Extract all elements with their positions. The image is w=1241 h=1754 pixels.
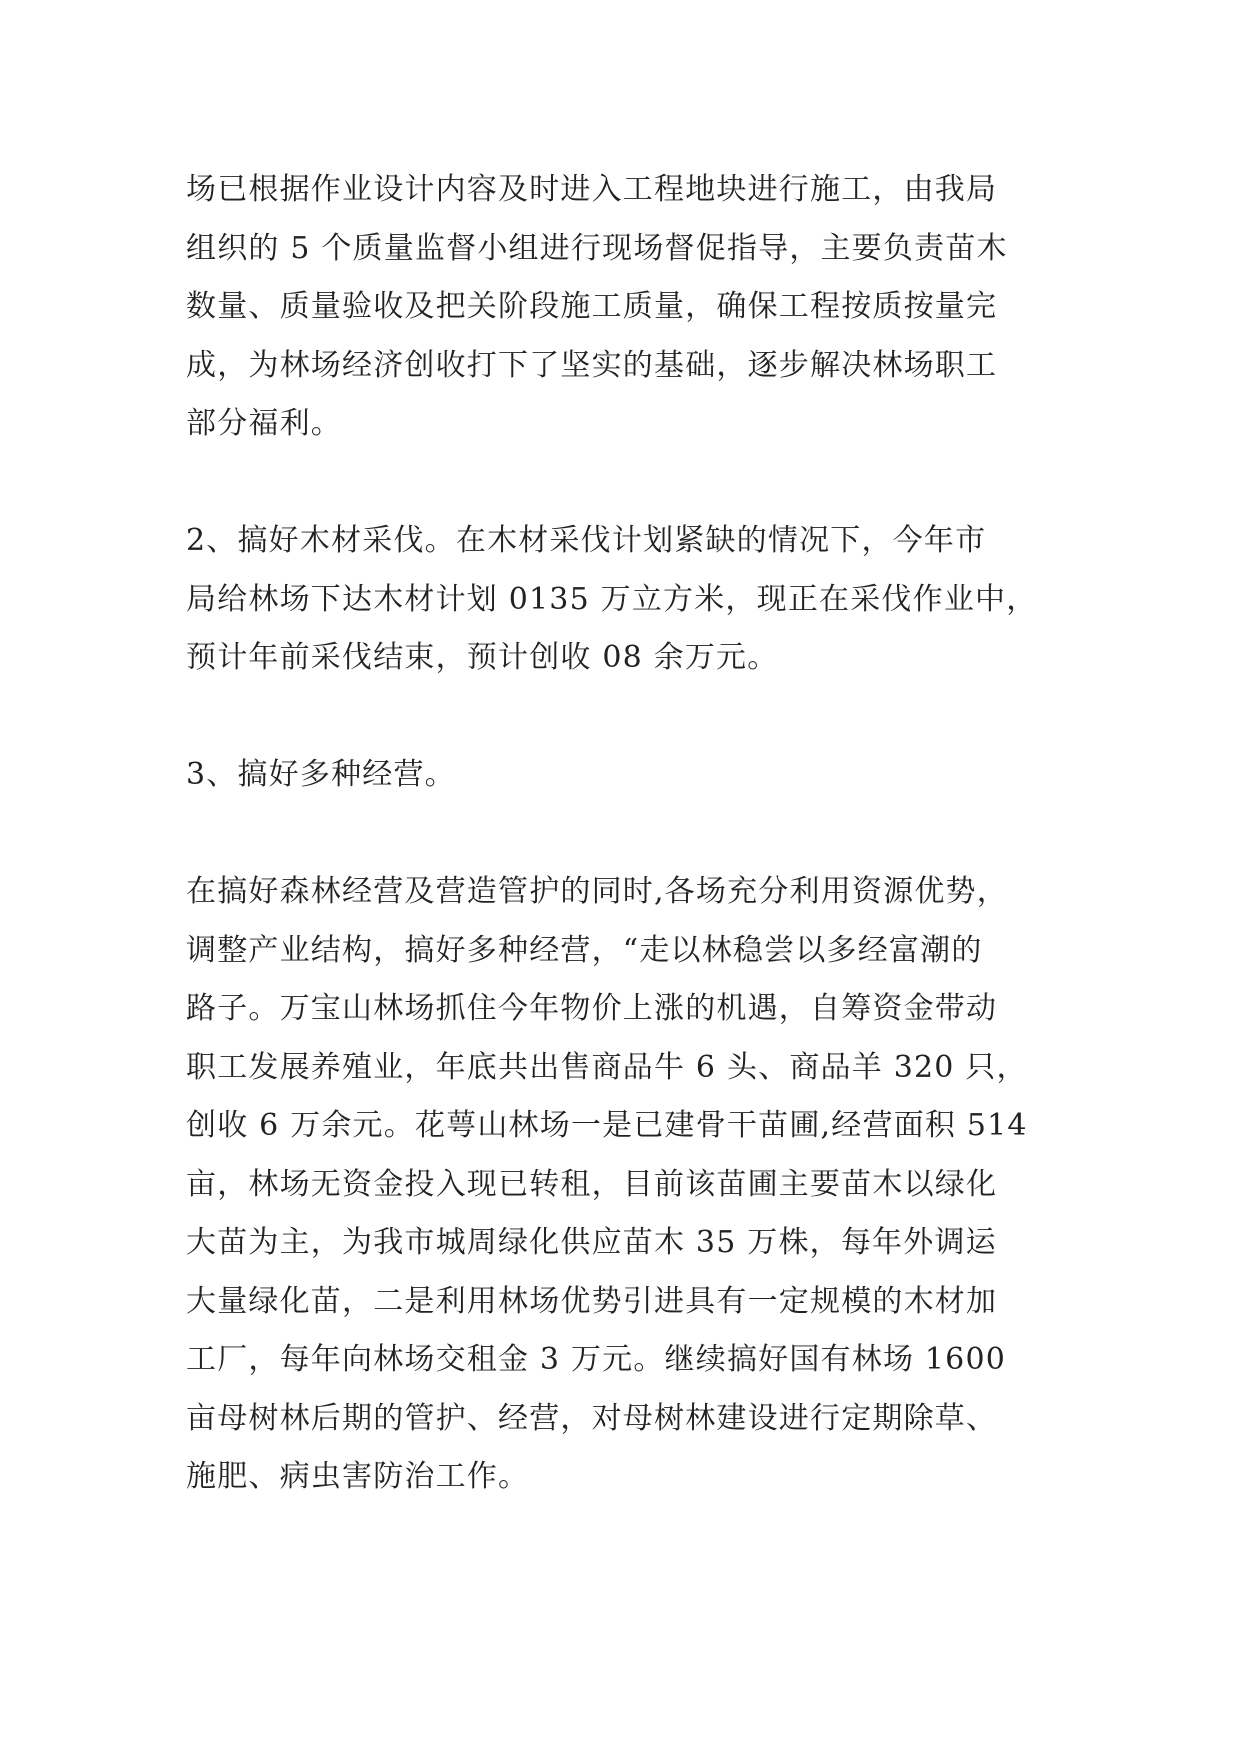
text-line: 组织的 5 个质量监督小组进行现场督促指导，主要负责苗木 <box>186 230 1008 266</box>
text-line: 调整产业结构，搞好多种经营，“走以林稳尝以多经富潮的 <box>186 932 983 968</box>
text-line: 在搞好森林经营及营造管护的同时,各场充分利用资源优势， <box>186 874 1008 909</box>
paragraph-timber-harvest <box>186 512 1066 688</box>
text-line: 创收 6 万余元。花萼山林场一是已建骨干苗圃,经营面积 514 <box>186 1108 1028 1143</box>
text-line: 局给林场下达木材计划 0135 万立方米，现正在采伐作业中， <box>186 581 1038 617</box>
text-line: 场已根据作业设计内容及时进入工程地块进行施工，由我局 <box>186 172 998 207</box>
document-body <box>186 161 1066 1507</box>
paragraph-spacer <box>186 805 1066 864</box>
paragraph-construction <box>186 161 1066 454</box>
text-line: 工厂，每年向林场交租金 3 万元。继续搞好国有林场 1600 <box>186 1342 1007 1377</box>
text-line: 2、搞好木材采伐。在木材采伐计划紧缺的情况下，今年市 <box>186 523 987 558</box>
text-line: 预计年前采伐结束，预计创收 08 余万元。 <box>186 640 779 675</box>
section-heading-diversified-operations <box>186 746 1066 805</box>
paragraph-spacer <box>186 688 1066 747</box>
text-line: 亩母树林后期的管护、经营，对母树林建设进行定期除草、 <box>186 1400 998 1436</box>
text-line: 路子。万宝山林场抓住今年物价上涨的机遇，自筹资金带动 <box>186 991 998 1026</box>
text-line: 施肥、病虫害防治工作。 <box>186 1459 530 1494</box>
text-line: 部分福利。 <box>186 406 342 441</box>
text-line: 3、搞好多种经营。 <box>186 757 456 792</box>
text-line: 数量、质量验收及把关阶段施工质量，确保工程按质按量完 <box>186 289 998 324</box>
text-line: 大量绿化苗，二是利用林场优势引进具有一定规模的木材加 <box>186 1283 998 1319</box>
paragraph-spacer <box>186 454 1066 513</box>
text-line: 大苗为主，为我市城周绿化供应苗木 35 万株，每年外调运 <box>186 1225 997 1260</box>
paragraph-diversified-operations <box>186 863 1066 1507</box>
text-line: 成，为林场经济创收打下了坚实的基础，逐步解决林场职工 <box>186 347 998 383</box>
text-line: 职工发展养殖业，年底共出售商品牛 6 头、商品羊 320 只， <box>186 1049 1028 1085</box>
text-line: 亩，林场无资金投入现已转租，目前该苗圃主要苗木以绿化 <box>186 1166 998 1202</box>
